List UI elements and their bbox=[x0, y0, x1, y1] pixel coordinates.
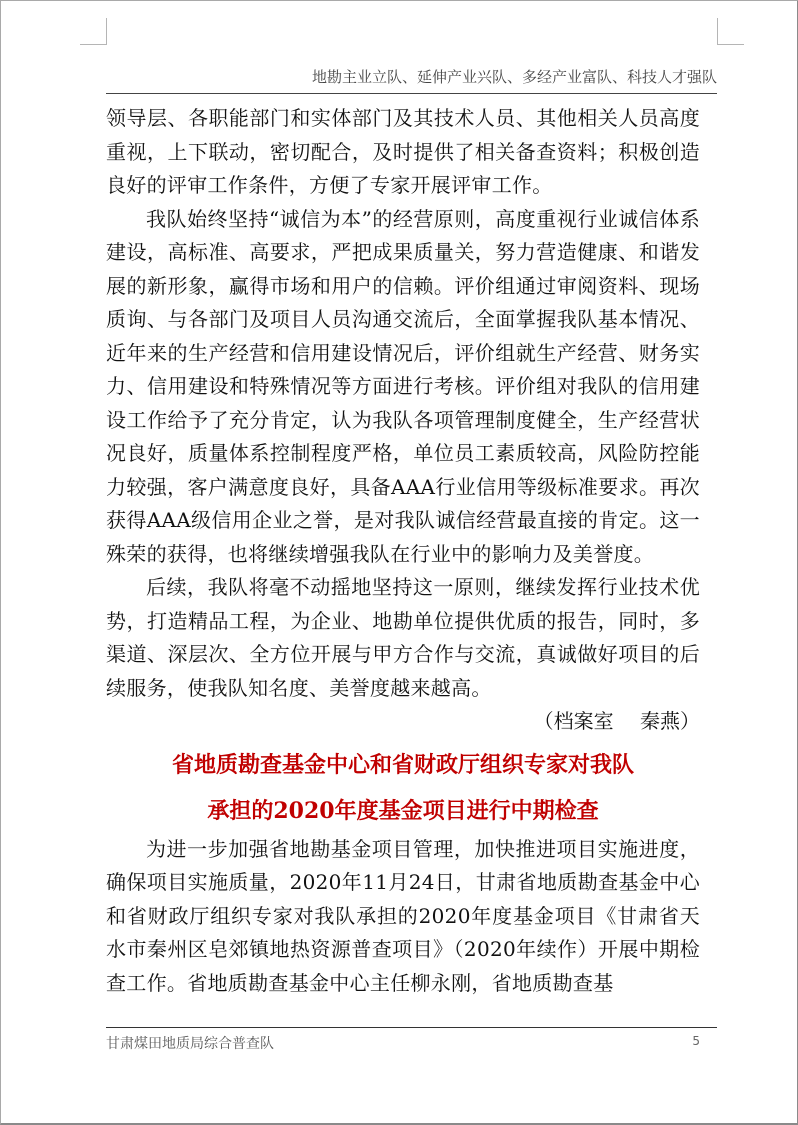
article1-signature: （档案室 秦燕） bbox=[533, 709, 700, 733]
running-header: 地勘主业立队、延伸产业兴队、多经产业富队、科技人才强队 bbox=[311, 68, 717, 86]
footer-rule bbox=[106, 1027, 717, 1028]
article1-paragraph-1: 领导层、各职能部门和实体部门及其技术人员、其他相关人员高度重视，上下联动，密切配合，及时提供了相关备查资料；积极创造良好的评审工作条件，方便了专家开展评审工作。 bbox=[106, 106, 700, 197]
article2-title-line-2: 承担的2020年度基金项目进行中期检查 bbox=[207, 797, 599, 824]
footer-organization: 甘肃煤田地质局综合普查队 bbox=[106, 1036, 274, 1052]
page-body bbox=[106, 102, 700, 1000]
header-rule bbox=[106, 93, 717, 94]
crop-mark-top-left bbox=[80, 18, 107, 45]
article2-paragraph-1: 为进一步加强省地勘基金项目管理，加快推进项目实施进度，确保项目实施质量，2020年11月24日，甘肃省地质勘查基金中心和省财政厅组织专家对我队承担的2020年度基金项目《甘肃省天水市秦州区皂郊镇地热资源普查项目》（2020年续作）开展中期检查工作。省地质勘查基金中心主任柳永刚，省地质勘查基 bbox=[106, 836, 700, 995]
article1-paragraph-3: 后续，我队将毫不动摇地坚持这一原则，继续发挥行业技术优势，打造精品工程，为企业、地勘单位提供优质的报告，同时，多渠道、深层次、全方位开展与甲方合作与交流，真诚做好项目的后续服务，使我队知名度、美誉度越来越高。 bbox=[106, 575, 700, 700]
page-number: 5 bbox=[692, 1034, 700, 1048]
crop-mark-top-right bbox=[717, 18, 744, 45]
article2-title-line-1: 省地质勘查基金中心和省财政厅组织专家对我队 bbox=[171, 751, 634, 778]
article1-paragraph-2: 我队始终坚持“诚信为本”的经营原则，高度重视行业诚信体系建设，高标准、高要求，严把成果质量关，努力营造健康、和谐发展的新形象，赢得市场和用户的信赖。评价组通过审阅资料、现场质询、与各部门及项目人员沟通交流后，全面掌握我队基本情况、近年来的生产经营和信用建设情况后，评价组就生产经营、财务实力、信用建设和特殊情况等方面进行考核。评价组对我队的信用建设工作给予了充分肯定，认为我队各项管理制度健全，生产经营状况良好，质量体系控制程度严格，单位员工素质较高，风险防控能力较强，客户满意度良好，具备AAA行业信用等级标准要求。再次获得AAA级信用企业之誉，是对我队诚信经营最直接的肯定。这一殊荣的获得，也将继续增强我队在行业中的影响力及美誉度。 bbox=[106, 206, 700, 566]
